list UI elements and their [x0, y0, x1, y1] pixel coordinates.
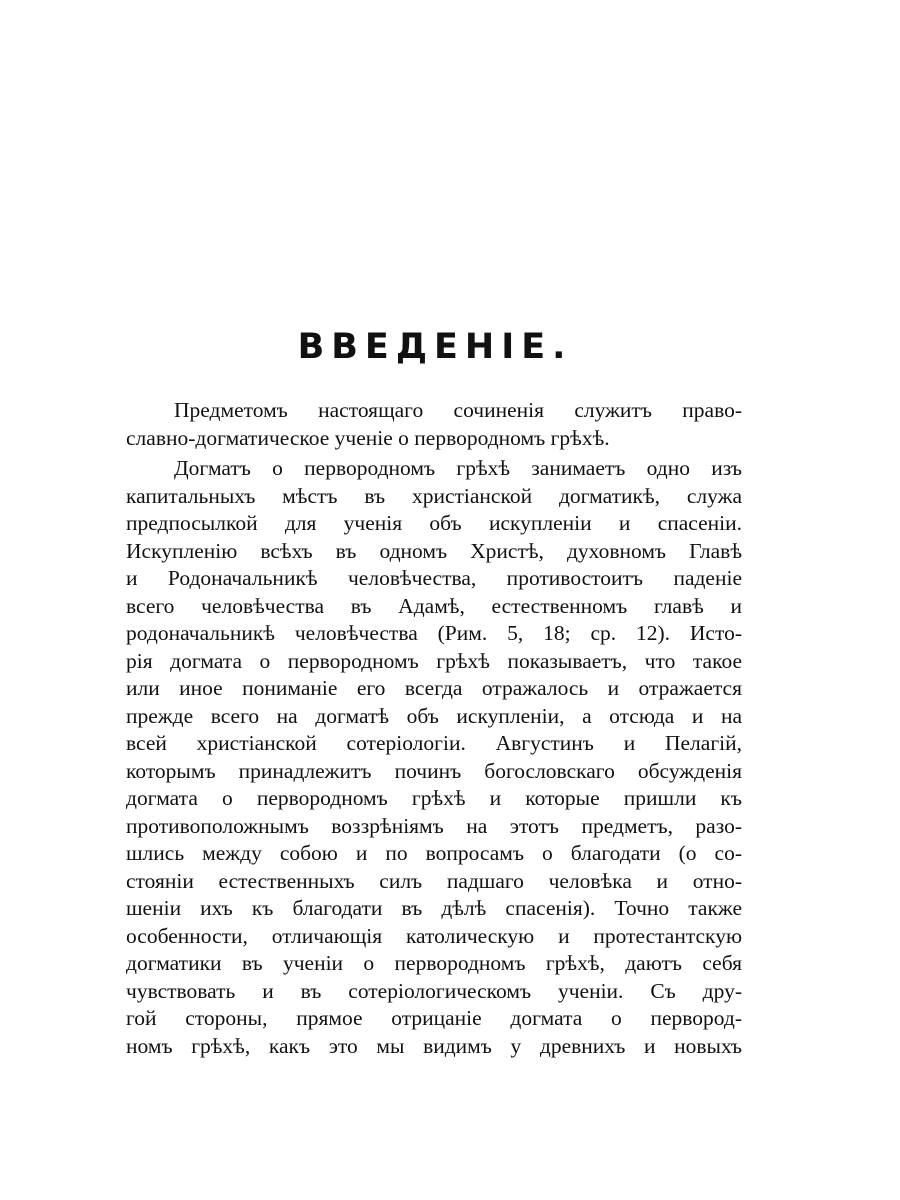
text-line: капитальныхъ мѣстъ въ христіанской догматикѣ, служа — [126, 483, 742, 508]
text-line: прежде всего на догматѣ объ искупленіи, а отсюда и на — [126, 703, 742, 728]
paragraph-2 — [126, 455, 742, 1060]
text-line: противоположнымъ воззрѣніямъ на этотъ предметъ, разо- — [126, 813, 742, 838]
text-line: шлись между собою и по вопросамъ о благодати (о со- — [126, 841, 742, 865]
text-line: догматики въ ученіи о первородномъ грѣхѣ, даютъ себя — [126, 951, 742, 975]
text-line: всей христіанской сотеріологіи. Августинъ и Пелагій, — [126, 731, 742, 755]
text-line: чувствовать и въ сотеріологическомъ ученіи. Съ дру- — [126, 978, 742, 1003]
text-line: всего человѣчества въ Адамѣ, естественномъ главѣ и — [126, 593, 742, 618]
text-line: которымъ принадлежитъ починъ богословскаго обсужденія — [126, 758, 742, 783]
text-line: особенности, отличающія католическую и протестантскую — [126, 923, 742, 948]
text-line: славно-догматическое ученіе о первородномъ грѣхѣ. — [126, 425, 610, 450]
text-line: или иное пониманіе его всегда отражалось и отражается — [126, 676, 742, 700]
text-line: предпосылкой для ученія объ искупленіи и спасеніи. — [126, 511, 742, 535]
text-line: рія догмата о первородномъ грѣхѣ показываетъ, что такое — [126, 648, 742, 673]
text-line: шеніи ихъ къ благодати въ дѣлѣ спасенія). Точно также — [126, 896, 742, 920]
text-line: и Родоначальникѣ человѣчества, противостоитъ паденіе — [126, 566, 742, 590]
paragraph-1 — [126, 397, 742, 452]
text-line: догмата о первородномъ грѣхѣ и которые пришли къ — [126, 786, 742, 810]
text-line: гой стороны, прямое отрицаніе догмата о первород- — [126, 1006, 742, 1030]
text-line: Догматъ о первородномъ грѣхѣ занимаетъ одно изъ — [174, 456, 742, 480]
text-line: родоначальникѣ человѣчества (Рим. 5, 18; ср. 12). Исто- — [126, 621, 742, 645]
text-line: Предметомъ настоящаго сочиненія служитъ право- — [174, 398, 742, 422]
text-line: номъ грѣхѣ, какъ это мы видимъ у древнихъ и новыхъ — [126, 1033, 742, 1058]
text-line: Искупленію всѣхъ въ одномъ Христѣ, духовномъ Главѣ — [126, 538, 742, 563]
chapter-title: ВВЕДЕНІЕ. — [297, 327, 573, 367]
text-line: стояніи естественныхъ силъ падшаго человѣка и отно- — [126, 868, 742, 893]
